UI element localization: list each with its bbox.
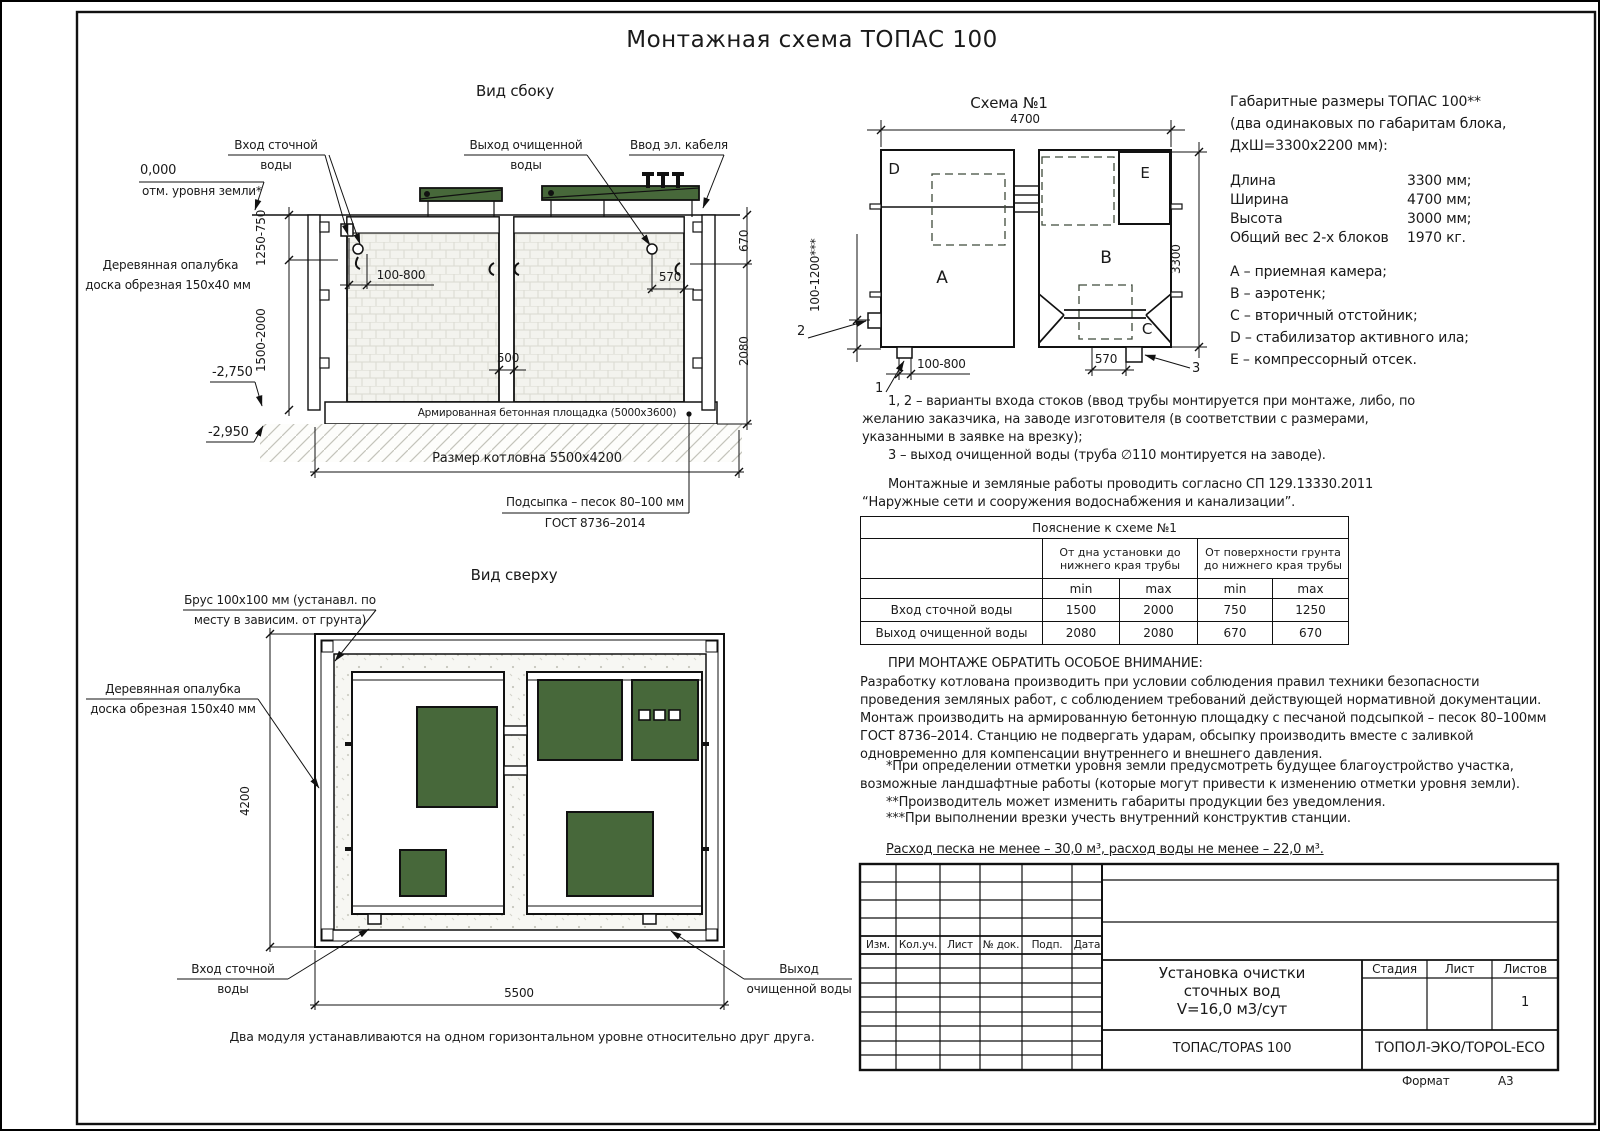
sheets-header: Листов — [1503, 962, 1547, 976]
beam-label-line2: месту в зависим. от грунта) — [193, 613, 367, 627]
tv-inlet-label-line2: воды — [217, 982, 249, 996]
rev-header-ndok: № док. — [982, 939, 1020, 951]
table-cell: 2080 — [1043, 622, 1120, 645]
rev-header-koluch: Кол.уч. — [898, 939, 938, 951]
info-heading-line1: Габаритные размеры ТОПАС 100** — [1230, 94, 1481, 110]
table-max-header: max — [1120, 579, 1198, 599]
table-row — [861, 599, 1349, 622]
sheet-header: Лист — [1444, 962, 1475, 976]
doc-title-line1: Установка очистки — [1158, 964, 1306, 982]
info-row-label: Длина — [1230, 173, 1276, 189]
table-min-header: min — [1043, 579, 1120, 599]
sand-water-consumption-note: Расход песка не менее – 30,0 м³, расход воды не менее – 22,0 м³. — [886, 842, 1324, 857]
footnote-3: ***При выполнении врезки учесть внутренний конструктив станции. — [886, 811, 1351, 826]
dim-570-side: 570 — [658, 270, 682, 284]
dim-100-1200: 100-1200*** — [808, 238, 822, 312]
schema-block-b: B — [1100, 248, 1112, 268]
info-row-value: 3000 мм; — [1407, 211, 1472, 227]
product-name: ТОПАС/TOPAS 100 — [1172, 1041, 1292, 1056]
dim-500: 500 — [496, 351, 520, 365]
info-row-value: 1970 кг. — [1407, 230, 1466, 246]
slab-label: Армированная бетонная площадка (5000х3600) — [417, 407, 677, 419]
legend-item: D – стабилизатор активного ила; — [1230, 330, 1469, 346]
table-max-header: max — [1273, 579, 1349, 599]
tv-inlet-label-line1: Вход сточной — [191, 962, 275, 976]
table-empty-cell — [861, 579, 1043, 599]
rev-header-podp: Подп. — [1031, 939, 1063, 951]
footnote-1: *При определении отметки уровня земли предусмотреть будущее благоустройство участка, возможные ландшафтные работы (которые могут привести к изменению отметки уровня земли). — [860, 759, 1520, 792]
company-name: ТОПОЛ-ЭКО/TOPOL-ECO — [1375, 1040, 1545, 1056]
top-view-title: Вид сверху — [470, 566, 558, 584]
format-label: Формат — [1402, 1074, 1450, 1088]
formwork-label-line1: Деревянная опалубка — [102, 258, 239, 272]
schema-block-a: A — [936, 268, 948, 288]
outlet-label-line2: воды — [510, 158, 542, 172]
table-cell: 670 — [1198, 622, 1273, 645]
table-cell: 750 — [1198, 599, 1273, 622]
pit-size-label: Размер котловна 5500х4200 — [432, 451, 622, 466]
legend-item: Е – компрессорный отсек. — [1230, 352, 1417, 368]
info-heading-line2: (два одинаковых по габаритам блока, — [1230, 116, 1507, 132]
table-row — [861, 622, 1349, 645]
warning-body: Разработку котлована производить при условии соблюдения правил техники безопасности проведения земляных работ, с соблюдением требований действующей нормативной документации. Монтаж производить на армированную бетонную площадку с песчаной подсыпкой – песок 80–100мм ГОСТ 8736–2014. Станцию не подвергать ударам, обсыпку производить вместе с заливкой одновременно для компенсации внутреннего и внешнего давления. — [860, 675, 1547, 762]
schema-marker-1: 1 — [874, 381, 884, 396]
legend-item: С – вторичный отстойник; — [1230, 308, 1418, 324]
dim-2080: 2080 — [737, 336, 751, 366]
table-cell: 670 — [1273, 622, 1349, 645]
dim-4200: 4200 — [238, 786, 252, 816]
legend-item: А – приемная камера; — [1230, 264, 1387, 280]
page-title: Монтажная схема ТОПАС 100 — [626, 27, 998, 53]
sheets-value: 1 — [1520, 995, 1530, 1010]
table-min-header: min — [1198, 579, 1273, 599]
rev-header-data: Дата — [1073, 939, 1101, 951]
note-sp-standard: Монтажные и земляные работы проводить согласно СП 129.13330.2011 “Наружные сети и сооружения водоснабжения и канализации”. — [862, 477, 1374, 510]
level-2950: -2,950 — [208, 425, 249, 440]
dim-1250-750: 1250-750 — [254, 209, 268, 266]
schema-marker-3: 3 — [1191, 361, 1201, 376]
table-title: Пояснение к схеме №1 — [861, 517, 1349, 539]
cable-entry-label: Ввод эл. кабеля — [630, 138, 728, 152]
table-cell: 1250 — [1273, 599, 1349, 622]
legend-item: В – аэротенк; — [1230, 286, 1326, 302]
beam-label-line1: Брус 100х100 мм (устанавл. по — [184, 593, 376, 607]
info-row-label: Ширина — [1230, 192, 1289, 208]
bedding-label-line1: Подсыпка – песок 80–100 мм — [506, 495, 684, 509]
table-cell: 1500 — [1043, 599, 1120, 622]
table-row-name: Выход очищенной воды — [861, 622, 1043, 645]
tv-outlet-label-line1: Выход — [779, 962, 819, 976]
info-row-value: 3300 мм; — [1407, 173, 1472, 189]
formwork-label-line2: доска обрезная 150х40 мм — [85, 278, 251, 292]
stage-header: Стадия — [1372, 962, 1417, 976]
info-row-label: Общий вес 2-х блоков — [1230, 230, 1389, 246]
inlet-label-line1: Вход сточной — [234, 138, 318, 152]
warning-heading: ПРИ МОНТАЖЕ ОБРАТИТЬ ОСОБОЕ ВНИМАНИЕ: — [888, 656, 1203, 671]
dim-100-800-side: 100-800 — [376, 268, 426, 282]
schema-title: Схема №1 — [970, 94, 1048, 112]
note-variants-1-2: 1, 2 – варианты входа стоков (ввод трубы монтируется при монтаже, либо, по желанию заказчика, на заводе изготовителя (в соответствии с размерами, указанными в заявке на врезку); — [862, 394, 1416, 445]
level-zero-value: 0,000 — [140, 163, 177, 178]
table-row-name: Вход сточной воды — [861, 599, 1043, 622]
schema-marker-2: 2 — [796, 324, 806, 339]
tv-outlet-label-line2: очищенной воды — [746, 982, 852, 996]
footnote-2: **Производитель может изменить габариты продукции без уведомления. — [886, 795, 1386, 810]
schema-explanation-table — [860, 516, 1349, 645]
outlet-label-line1: Выход очищенной — [469, 138, 583, 152]
rev-header-izm: Изм. — [866, 939, 890, 951]
tv-formwork-label-line2: доска обрезная 150х40 мм — [90, 702, 256, 716]
note-variant-3: 3 – выход очищенной воды (труба ∅110 монтируется на заводе). — [888, 448, 1326, 463]
dim-4700: 4700 — [1010, 112, 1040, 126]
table-group1-header: От дна установки до нижнего края трубы — [1043, 539, 1198, 579]
dim-670: 670 — [737, 229, 751, 252]
doc-title-line3: V=16,0 м3/сут — [1176, 1000, 1288, 1018]
tv-formwork-label-line1: Деревянная опалубка — [105, 682, 241, 696]
table-group2-header: От поверхности грунта до нижнего края трубы — [1198, 539, 1349, 579]
modules-level-note: Два модуля устанавливаются на одном горизонтальном уровне относительно друг друга. — [229, 1029, 815, 1044]
inlet-label-line2: воды — [260, 158, 292, 172]
table-cell: 2080 — [1120, 622, 1198, 645]
format-value: А3 — [1498, 1074, 1514, 1088]
schema-block-e: E — [1140, 164, 1150, 182]
dim-5500: 5500 — [504, 986, 534, 1000]
info-row-label: Высота — [1230, 211, 1283, 227]
side-view-title: Вид сбоку — [476, 82, 554, 100]
doc-title-line2: сточных вод — [1183, 982, 1281, 1000]
schema-block-c: C — [1141, 320, 1153, 338]
schema-block-d: D — [888, 160, 900, 178]
dim-100-800-schema: 100-800 — [917, 357, 966, 371]
dim-1500-2000: 1500-2000 — [254, 308, 268, 372]
dim-3300: 3300 — [1169, 244, 1183, 274]
level-2750: -2,750 — [212, 365, 253, 380]
info-row-value: 4700 мм; — [1407, 192, 1472, 208]
rev-header-list: Лист — [947, 939, 973, 951]
level-zero-caption: отм. уровня земли* — [142, 184, 262, 198]
info-heading-line3: ДхШ=3300х2200 мм): — [1230, 138, 1388, 154]
bedding-label-line2: ГОСТ 8736–2014 — [544, 516, 646, 530]
table-corner-cell — [861, 539, 1043, 579]
table-cell: 2000 — [1120, 599, 1198, 622]
dim-570-schema: 570 — [1094, 352, 1118, 366]
